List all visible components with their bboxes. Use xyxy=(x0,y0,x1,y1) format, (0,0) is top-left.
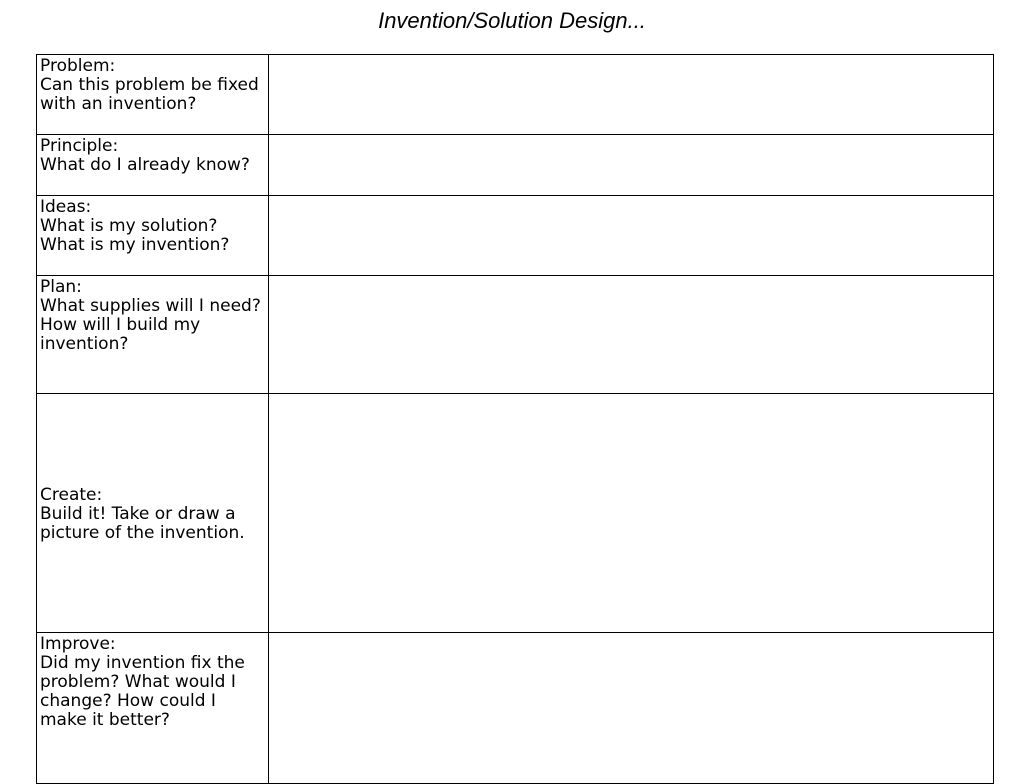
answer-cell-plan[interactable] xyxy=(269,276,994,394)
heading-improve: Improve: xyxy=(40,634,116,654)
row-improve xyxy=(37,633,994,784)
answer-cell-principle[interactable] xyxy=(269,135,994,196)
heading-create: Create: xyxy=(40,484,103,505)
row-ideas xyxy=(37,196,994,276)
prompt-improve: Did my invention fix the problem? What would I change? How could I make it better? xyxy=(40,653,245,730)
prompt-ideas: What is my solution? What is my invention? xyxy=(40,216,230,255)
row-principle xyxy=(37,135,994,196)
row-create xyxy=(37,394,994,633)
answer-cell-ideas[interactable] xyxy=(269,196,994,276)
label-cell-principle xyxy=(37,135,269,196)
heading-principle: Principle: xyxy=(40,136,119,156)
row-problem xyxy=(37,55,994,135)
label-cell-create xyxy=(37,394,269,633)
design-worksheet-table xyxy=(36,54,994,784)
label-cell-ideas xyxy=(37,196,269,276)
prompt-plan: What supplies will I need? How will I build my invention? xyxy=(40,296,261,354)
heading-plan: Plan: xyxy=(40,277,82,297)
answer-cell-problem[interactable] xyxy=(269,55,994,135)
label-cell-plan xyxy=(37,276,269,394)
heading-ideas: Ideas: xyxy=(40,197,92,217)
prompt-principle: What do I already know? xyxy=(40,155,250,175)
answer-cell-create[interactable] xyxy=(269,394,994,633)
label-cell-problem xyxy=(37,55,269,135)
row-plan xyxy=(37,276,994,394)
answer-cell-improve[interactable] xyxy=(269,633,994,784)
label-cell-improve xyxy=(37,633,269,784)
prompt-create: Build it! Take or draw a picture of the invention. xyxy=(40,503,245,543)
page-title: Invention/Solution Design... xyxy=(378,8,646,33)
heading-problem: Problem: xyxy=(40,56,116,76)
prompt-problem: Can this problem be fixed with an invention? xyxy=(40,75,259,114)
